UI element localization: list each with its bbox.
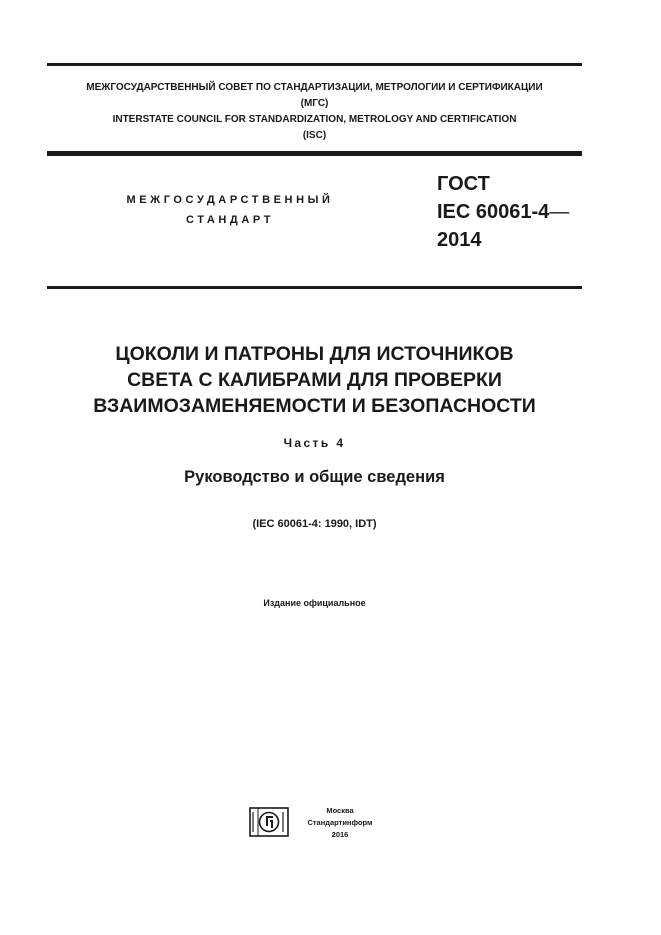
gost-dash: — [549, 201, 570, 223]
iec-reference: (IEC 60061-4: 1990, IDT) [252, 518, 377, 530]
title-line-2: СВЕТА С КАЛИБРАМИ ДЛЯ ПРОВЕРКИ [127, 369, 502, 391]
publisher-name: Стандартинформ [307, 818, 373, 827]
publisher-info [290, 805, 390, 841]
gost-number-line [437, 198, 587, 226]
council-en [47, 112, 582, 144]
gost-label: ГОСТ [437, 173, 490, 195]
designation-rule [47, 286, 582, 289]
part-number: Часть 4 [283, 436, 346, 450]
council-en-name: INTERSTATE COUNCIL FOR STANDARDIZATION, METROLOGY AND CERTIFICATION [112, 114, 517, 125]
council-ru-abbr: (МГС) [300, 98, 329, 109]
council-ru [47, 80, 582, 112]
document-title [47, 341, 582, 419]
council-ru-name: МЕЖГОСУДАРСТВЕННЫЙ СОВЕТ ПО СТАНДАРТИЗАЦИИ, МЕТРОЛОГИИ И СЕРТИФИКАЦИИ [86, 82, 543, 93]
interstate-label-line2: СТАНДАРТ [185, 214, 275, 226]
publisher-city: Москва [326, 806, 354, 815]
interstate-standard-label [60, 190, 400, 230]
title-line-1: ЦОКОЛИ И ПАТРОНЫ ДЛЯ ИСТОЧНИКОВ [115, 343, 514, 365]
council-en-abbr: (ISC) [302, 130, 327, 141]
publication-year: 2016 [331, 830, 349, 839]
gost-number: IEC 60061-4 [437, 201, 550, 223]
header-rule [47, 151, 582, 156]
title-line-3: ВЗАИМОЗАМЕНЯЕМОСТИ И БЕЗОПАСНОСТИ [93, 395, 536, 417]
gost-designation [437, 170, 587, 254]
top-rule [47, 63, 582, 66]
interstate-label-line1: МЕЖГОСУДАРСТВЕННЫЙ [126, 194, 334, 206]
standartinform-logo-icon [249, 807, 289, 837]
part-subtitle: Руководство и общие сведения [184, 468, 445, 486]
official-edition: Издание официальное [263, 598, 366, 608]
gost-year: 2014 [437, 229, 482, 251]
